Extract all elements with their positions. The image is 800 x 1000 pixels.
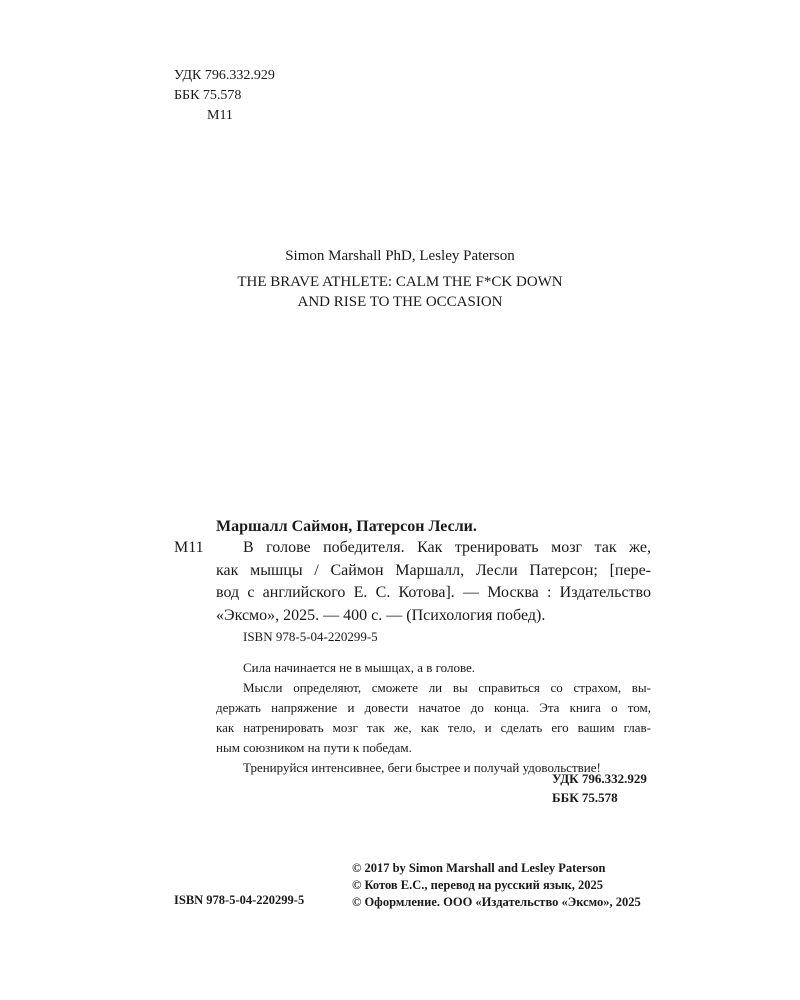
- annotation: [216, 658, 651, 778]
- annotation-line: Сила начинается не в мышцах, а в голове.: [243, 660, 476, 675]
- description-line: как мышцы / Саймон Маршалл, Лесли Патерсон; [пере-: [216, 561, 651, 579]
- annotation-line: ным союзником на пути к победам.: [216, 740, 412, 755]
- original-title-line: THE BRAVE ATHLETE: CALM THE F*CK DOWN: [237, 274, 563, 290]
- catalog-isbn: ISBN 978-5-04-220299-5: [243, 629, 378, 644]
- original-title: [0, 272, 800, 312]
- author-mark: М11: [207, 108, 233, 123]
- catalog-author-mark: М11: [174, 539, 204, 556]
- description-line: В голове победителя. Как тренировать мозг так же,: [243, 539, 651, 556]
- bbk-code: ББК 75.578: [174, 88, 242, 103]
- catalog-bbk-code: ББК 75.578: [552, 790, 618, 805]
- annotation-line: Мысли определяют, сможете ли вы справиться со страхом, вы-: [243, 680, 651, 695]
- description-line: «Эксмо», 2025. — 400 с. — (Психология побед).: [216, 606, 546, 624]
- annotation-line: как натренировать мозг так же, как тело, и сделать его вашим глав-: [216, 720, 651, 735]
- annotation-line: держать напряжение и довести начатое до конца. Эта книга о том,: [216, 700, 651, 715]
- description-line: вод с английского Е. С. Котова]. — Москва : Издательство: [216, 584, 651, 601]
- catalog-classification: [552, 769, 647, 807]
- copyright-line: © 2017 by Simon Marshall and Lesley Paterson: [352, 861, 606, 875]
- udk-code: УДК 796.332.929: [174, 68, 275, 83]
- original-title-line: AND RISE TO THE OCCASION: [297, 294, 503, 310]
- catalog-entry-heading: Маршалл Саймон, Патерсон Лесли.: [216, 518, 477, 535]
- catalog-entry-description: [216, 537, 651, 627]
- copyright-line: © Оформление. ООО «Издательство «Эксмо», 2025: [352, 895, 641, 909]
- top-classification-block: [174, 66, 275, 126]
- copyright-line: © Котов Е.С., перевод на русский язык, 2025: [352, 878, 603, 892]
- footer-isbn: ISBN 978-5-04-220299-5: [174, 893, 305, 907]
- original-authors: Simon Marshall PhD, Lesley Paterson: [285, 248, 515, 264]
- annotation-line: Тренируйся интенсивнее, беги быстрее и получай удовольствие!: [243, 760, 601, 775]
- copyright-block: [352, 860, 641, 911]
- catalog-udk-code: УДК 796.332.929: [552, 771, 647, 786]
